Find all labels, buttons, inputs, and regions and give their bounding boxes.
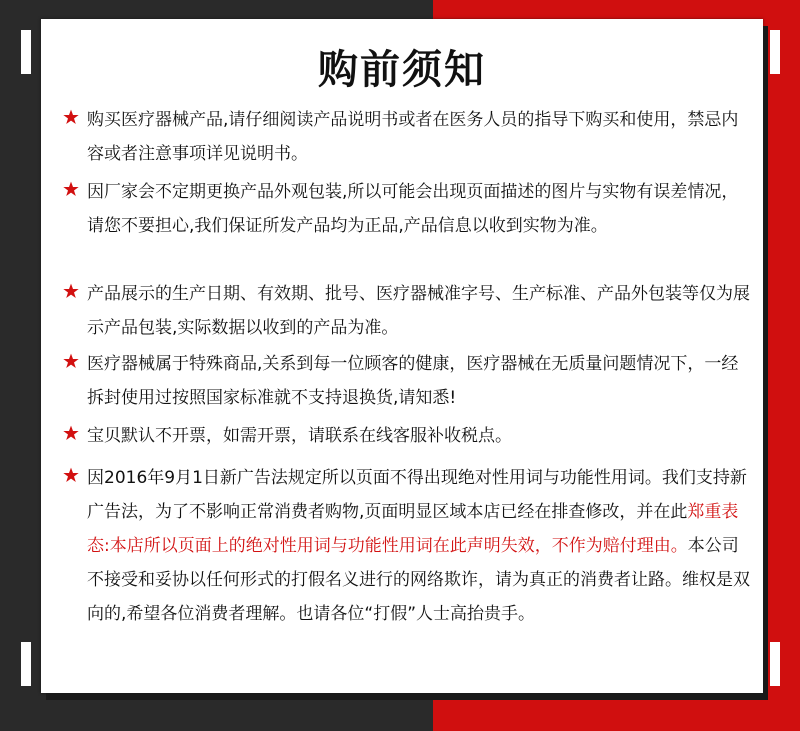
notice-text: 因厂家会不定期更换产品外观包装,所以可能会出现页面描述的图片与实物有误差情况，请您不要担心,我们保证所发产品均为正品,产品信息以收到实物为准。 [87,182,739,236]
notice-text: 购买医疗器械产品,请仔细阅读产品说明书或者在医务人员的指导下购买和使用，禁忌内容或者注意事项详见说明书。 [87,110,739,164]
highlighted-disclaimer: 郑重表态:本店所以页面上的绝对性用词与功能性用词在此声明失效，不作为赔付理由。 [87,502,739,556]
star-icon [63,353,79,369]
corner-mark-bottom-right [770,642,780,686]
notice-text [87,461,753,631]
notice-text-part: 因2016年9月1日新广告法规定所以页面不得出现绝对性用词与功能性用词。我们支持新广告法，为了不影响正常消费者购物,页面明显区域本店已经在排查修改，并在此 [87,468,747,522]
notice-text-part: 本公司不接受和妥协以任何形式的打假名义进行的网络欺诈，请为真正的消费者让路。维权是双向的,希望各位消费者理解。也请各位“打假”人士高抬贵手。 [87,536,750,624]
notice-panel [41,19,763,693]
corner-mark-bottom-left [21,642,31,686]
corner-mark-top-left [21,30,31,74]
star-icon [63,283,79,299]
star-icon [63,467,79,483]
notice-text: 产品展示的生产日期、有效期、批号、医疗器械准字号、生产标准、产品外包装等仅为展示产品包装,实际数据以收到的产品为准。 [87,284,750,338]
notice-text: 医疗器械属于特殊商品,关系到每一位顾客的健康，医疗器械在无质量问题情况下，一经拆封使用过按照国家标准就不支持退换货,请知悉! [87,354,739,408]
star-icon [63,425,79,441]
notice-text: 宝贝默认不开票，如需开票，请联系在线客服补收税点。 [87,426,512,446]
page-title: 购前须知 [318,47,486,93]
corner-mark-top-right [770,30,780,74]
star-icon [63,181,79,197]
star-icon [63,109,79,125]
